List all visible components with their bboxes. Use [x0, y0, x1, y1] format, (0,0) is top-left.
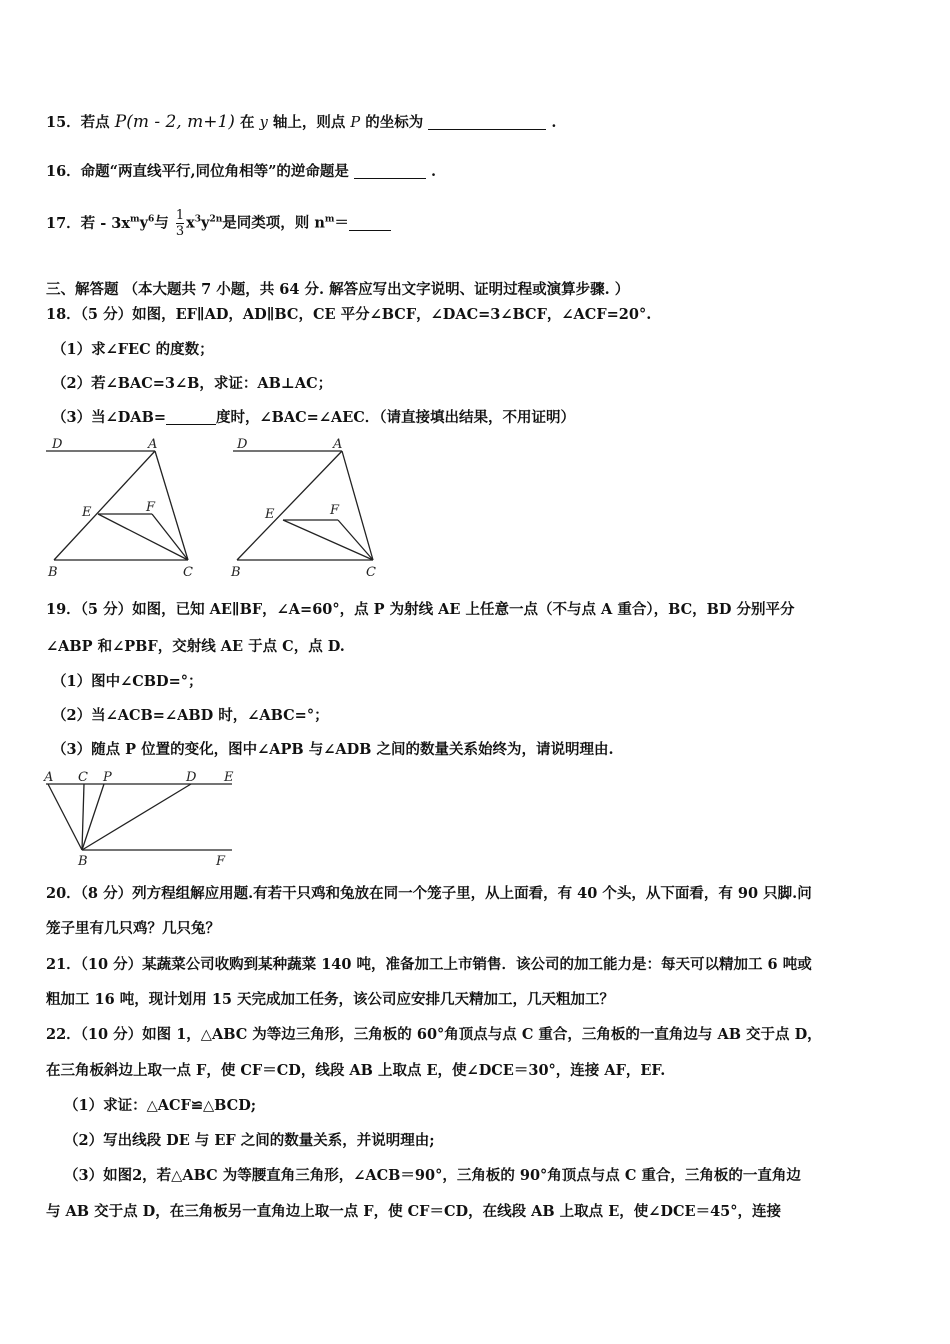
- q19f-label-c: C: [78, 770, 88, 785]
- q15-end: .: [551, 114, 557, 131]
- q17-exp-m2: m: [324, 214, 335, 225]
- q16-end: .: [431, 163, 437, 180]
- q18f2-label-b: B: [231, 565, 241, 580]
- q19f-line-bd: [82, 784, 191, 850]
- q18f2-label-e: E: [265, 507, 275, 522]
- q18f2-label-d: D: [237, 437, 248, 452]
- q15-answer-blank[interactable]: [428, 115, 546, 130]
- q19f-label-f: F: [216, 854, 226, 869]
- q18f1-line-ab: [54, 451, 155, 560]
- q19f-label-d: D: [186, 770, 197, 785]
- q19f-line-ba: [48, 784, 82, 850]
- q22-line2: 在三角板斜边上取一点 F，使 CF＝CD，线段 AB 上取点 E，使∠DCE＝30°，连接 AF，EF.: [46, 1062, 666, 1079]
- q17-frac-num: 1: [175, 208, 185, 223]
- q18-figure-2: [227, 434, 397, 582]
- q19f-label-b: B: [78, 854, 88, 869]
- q18f2-label-f: F: [330, 503, 340, 518]
- q17-exp-m: m: [130, 214, 140, 225]
- q19f-line-bc: [82, 784, 84, 850]
- q17-fraction: [176, 208, 184, 239]
- q17-answer-blank[interactable]: [349, 216, 391, 231]
- q19-line2: ∠ABP 和∠PBF，交射线 AE 于点 C，点 D.: [46, 638, 345, 655]
- q18f1-label-d: D: [52, 437, 63, 452]
- q18f2-line-ac: [342, 451, 373, 560]
- q18f1-label-a: A: [148, 437, 158, 452]
- q19f-line-bp: [82, 784, 104, 850]
- question-15: [46, 112, 556, 132]
- q17-and: 与: [154, 214, 169, 232]
- question-16: [46, 163, 436, 180]
- q22-part2: （2）写出线段 DE 与 EF 之间的数量关系，并说明理由;: [64, 1132, 435, 1149]
- q15-prefix: 15．若点: [46, 114, 110, 131]
- q18-answer-blank[interactable]: [166, 410, 216, 425]
- q21-line2: 粗加工 16 吨，现计划用 15 天完成加工任务，该公司应安排几天精加工，几天粗加工？: [46, 991, 615, 1008]
- q17-prefix: 17．若 - 3x: [46, 214, 131, 232]
- q15-text-a: 在: [240, 114, 255, 131]
- q17-exp-3: 3: [194, 214, 202, 225]
- q22-part1: （1）求证：△ACF≌△BCD;: [64, 1097, 257, 1114]
- q17-exp-2n: 2n: [209, 214, 223, 225]
- q19f-label-p: P: [103, 770, 112, 785]
- q18-stem: 18．（5 分）如图，EF∥AD，AD∥BC，CE 平分∠BCF，∠DAC=3∠BCF，∠ACF=20°.: [46, 306, 652, 323]
- q18f2-label-a: A: [333, 437, 343, 452]
- q18f1-label-f: F: [146, 500, 156, 515]
- q19-part3: （3）随点 P 位置的变化，图中∠APB 与∠ADB 之间的数量关系始终为，请说明理由.: [52, 741, 614, 758]
- q19-figure: [40, 766, 240, 870]
- q18f2-line-ec: [283, 520, 373, 560]
- q18-part3-b: 度时，∠BAC=∠AEC．（请直接填出结果，不用证明）: [215, 409, 576, 426]
- q19-line1: 19．（5 分）如图，已知 AE∥BF，∠A=60°，点 P 为射线 AE 上任意一点（不与点 A 重合），BC，BD 分别平分: [46, 601, 795, 618]
- q20-line2: 笼子里有几只鸡？几只兔？: [46, 920, 220, 937]
- q15-text-c: 的坐标为: [365, 114, 424, 131]
- question-17: [46, 208, 391, 239]
- section-3-heading: 三、解答题 （本大题共 7 小题，共 64 分. 解答应写出文字说明、证明过程或演算步骤. ）: [46, 281, 630, 298]
- q18f2-line-ab: [237, 451, 342, 560]
- q17-text: 是同类项，则 n: [222, 214, 325, 232]
- q22-line1: 22．（10 分）如图 1，△ABC 为等边三角形，三角板的 60°角顶点与点 C 重合，三角板的一直角边与 AB 交于点 D，: [46, 1026, 822, 1043]
- q18-part1: （1）求∠FEC 的度数；: [52, 341, 214, 358]
- q20-line1: 20．（8 分）列方程组解应用题.有若干只鸡和兔放在同一个笼子里，从上面看，有 40 个头，从下面看，有 90 只脚.问: [46, 885, 812, 902]
- q18f1-label-c: C: [183, 565, 193, 580]
- q15-y-var: y: [259, 115, 268, 131]
- q22-part3: （3）如图2，若△ABC 为等腰直角三角形，∠ACB＝90°，三角板的 90°角顶点与点 C 重合，三角板的一直角边: [64, 1167, 801, 1184]
- q18f1-line-ec: [98, 514, 188, 560]
- q17-y2: y: [201, 214, 210, 232]
- q15-p-var: P: [350, 115, 361, 131]
- q19-part2: （2）当∠ACB=∠ABD 时，∠ABC=°；: [52, 707, 329, 724]
- q19f-label-e: E: [224, 770, 234, 785]
- q16-text: 16．命题“两直线平行,同位角相等”的逆命题是: [46, 163, 349, 180]
- q15-text-b: 轴上，则点: [272, 114, 346, 131]
- q19-part1: （1）图中∠CBD=°；: [52, 673, 203, 690]
- q19f-label-a: A: [44, 770, 54, 785]
- q18f1-label-b: B: [48, 565, 58, 580]
- q16-answer-blank[interactable]: [354, 164, 426, 179]
- q17-frac-den: 3: [175, 224, 185, 239]
- q17-y1: y: [139, 214, 148, 232]
- q15-point-expr: P(m - 2, m+1): [114, 112, 235, 132]
- q22-line6: 与 AB 交于点 D，在三角板另一直角边上取一点 F，使 CF＝CD，在线段 AB 上取点 E，使∠DCE＝45°，连接: [46, 1203, 782, 1220]
- q18-part3: [52, 409, 575, 426]
- q18-figure-1: [40, 434, 210, 582]
- q18-part2: （2）若∠BAC=3∠B，求证：AB⊥AC；: [52, 375, 333, 392]
- q18f1-line-ac: [155, 451, 188, 560]
- q18-part3-a: （3）当∠DAB=: [52, 409, 166, 426]
- q21-line1: 21．（10 分）某蔬菜公司收购到某种蔬菜 140 吨，准备加工上市销售．该公司的加工能力是：每天可以精加工 6 吨或: [46, 956, 812, 973]
- q17-x2: x: [186, 214, 195, 232]
- q18f1-label-e: E: [82, 505, 92, 520]
- q18f1-line-fc: [152, 514, 188, 560]
- q18f2-label-c: C: [366, 565, 376, 580]
- q17-equals: ＝: [334, 214, 349, 232]
- q17-exp-6: 6: [148, 214, 155, 225]
